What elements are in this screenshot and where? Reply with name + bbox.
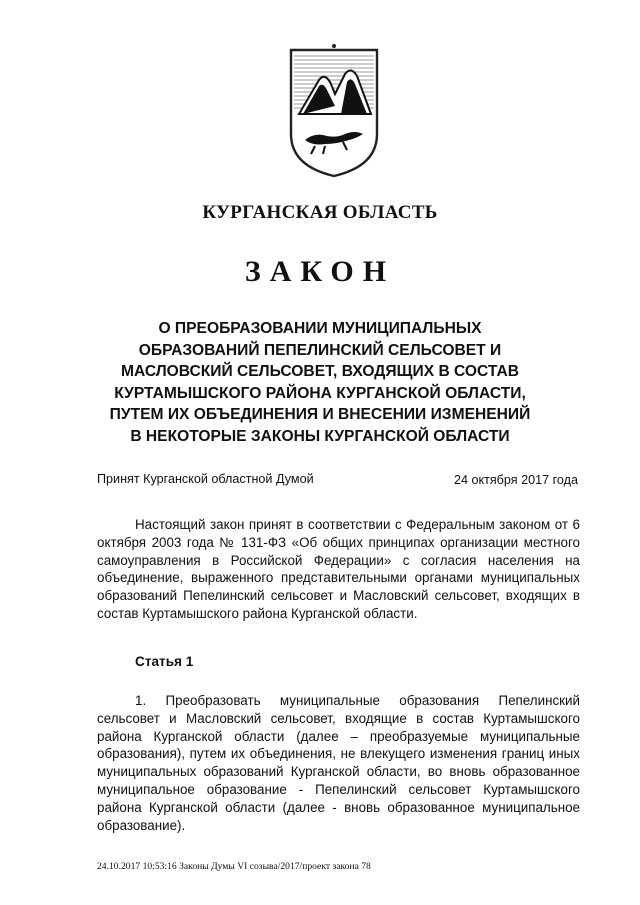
article-1-paragraph-1: 1. Преобразовать муниципальные образования Пепелинский сельсовет и Масловский сельсовет, входящие в состав Куртамышского района Курганской области (далее – преобразуемые муниципальные образования), путем их объединения, не влекущего изменения границ иных муниципальных образований Курганской области, во вновь образованное муниципальное образование - Пепелинский сельсовет Куртамышского района Курганской области (далее - вновь образованное муниципальное образование). — [97, 693, 580, 833]
document-type: ЗАКОН — [244, 255, 396, 288]
law-title-line: ОБРАЗОВАНИЙ ПЕПЕЛИНСКИЙ СЕЛЬСОВЕТ И — [138, 341, 502, 359]
law-title-line: КУРТАМЫШСКОГО РАЙОНА КУРГАНСКОЙ ОБЛАСТИ, — [114, 384, 526, 402]
adopted-by: Принят Курганской областной Думой — [97, 472, 314, 486]
law-title-line: ПУТЕМ ИХ ОБЪЕДИНЕНИЯ И ВНЕСЕНИИ ИЗМЕНЕНИЙ — [109, 406, 531, 423]
adoption-date: 24 октября 2017 года — [453, 473, 578, 487]
footer-stamp: 24.10.2017 10:53:16 Законы Думы VI созыва/2017/проект закона 78 — [97, 861, 371, 872]
preamble-paragraph: Настоящий закон принят в соответствии с Федеральным законом от 6 октября 2003 года № 131-ФЗ «Об общих принципах организации местного самоуправления в Российской Федерации» с согласия населения на объединение, выраженного представительными органами муниципальных образований Пепелинский сельсовет и Масловский сельсовет, входящих в состав Куртамышского района Курганской области. — [97, 517, 580, 621]
article-heading: Статья 1 — [135, 654, 194, 669]
law-title-line: О ПРЕОБРАЗОВАНИИ МУНИЦИПАЛЬНЫХ — [158, 320, 482, 337]
law-title-line: В НЕКОТОРЫЕ ЗАКОНЫ КУРГАНСКОЙ ОБЛАСТИ — [130, 427, 510, 445]
kurgan-oblast-coat-of-arms-icon — [285, 42, 383, 182]
law-title — [100, 318, 540, 447]
region-name: КУРГАНСКАЯ ОБЛАСТЬ — [202, 202, 438, 223]
law-title-line: МАСЛОВСКИЙ СЕЛЬСОВЕТ, ВХОДЯЩИХ В СОСТАВ — [121, 363, 519, 380]
